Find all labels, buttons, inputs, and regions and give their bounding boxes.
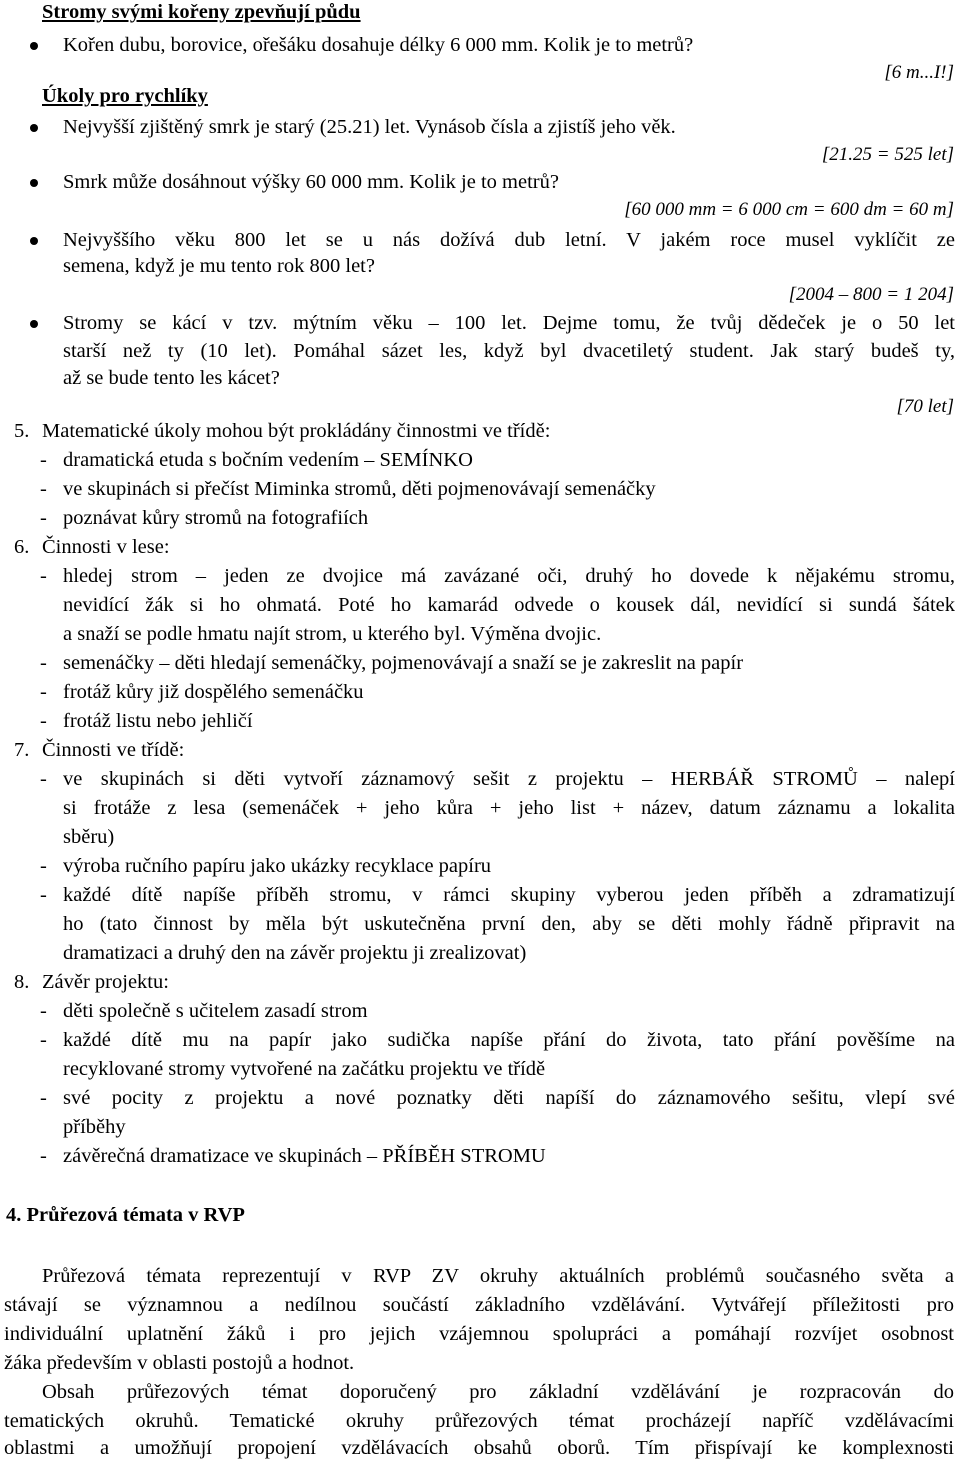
list-item: závěrečná dramatizace ve skupinách – PŘÍBĚH STROMU (63, 1145, 546, 1167)
task-answer: [70 let] (896, 396, 954, 417)
dash-marker: - (40, 855, 47, 877)
list-item: Činnosti v lese: (42, 536, 170, 558)
task-answer: [2004 – 800 = 1 204] (788, 284, 954, 305)
list-item: frotáž kůry již dospělého semenáčku (63, 681, 364, 703)
task-text: Stromy se kácí v tzv. mýtním věku – 100 let. Dejme tomu, že tvůj dědeček je o 50 let (63, 312, 955, 334)
dash-marker: - (40, 652, 47, 674)
list-number: 6. (14, 536, 30, 558)
list-item: Závěr projektu: (42, 971, 169, 993)
task-text: až se bude tento les kácet? (63, 367, 280, 389)
bullet-icon (30, 237, 38, 245)
list-item: hledej strom – jeden ze dvojice má zavázané oči, druhý ho dovede k nějakému stromu, (63, 565, 955, 587)
list-item: děti společně s učitelem zasadí strom (63, 1000, 368, 1022)
dash-marker: - (40, 710, 47, 732)
task-text: starší než ty (10 let). Pomáhal sázet les, když byl dvacetiletý student. Jak starý budeš ty, (63, 340, 955, 362)
list-item: a snaží se podle hmatu najít strom, u kterého byl. Výměna dvojic. (63, 623, 602, 645)
list-item: výroba ručního papíru jako ukázky recyklace papíru (63, 855, 492, 877)
list-item: Matematické úkoly mohou být prokládány činnostmi ve třídě: (42, 420, 551, 442)
paragraph-line: tematických okruhů. Tematické okruhy průřezových témat procházejí napříč vzdělávacími (4, 1410, 954, 1432)
task-text: semena, když je mu tento rok 800 let? (63, 255, 375, 277)
list-item: recyklované stromy vytvořené na začátku projektu ve třídě (63, 1058, 546, 1080)
bullet-icon (30, 42, 38, 50)
bullet-icon (30, 179, 38, 187)
paragraph-line: individuální uplatnění žáků i pro jejich vzájemnou spolupráci a pomáhají rozvíjet osobnost (4, 1323, 954, 1345)
dash-marker: - (40, 1029, 47, 1051)
paragraph-line: žáka především v oblasti postojů a hodnot. (4, 1352, 355, 1374)
list-item: semenáčky – děti hledají semenáčky, pojmenovávají a snaží se je zakreslit na papír (63, 652, 744, 674)
list-number: 5. (14, 420, 30, 442)
list-item: sběru) (63, 826, 115, 848)
list-item: ve skupinách si přečíst Miminka stromů, děti pojmenovávají semenáčky (63, 478, 656, 500)
task-text: Nejvyššího věku 800 let se u nás dožívá dub letní. V jakém roce musel vyklíčit ze (63, 229, 955, 251)
list-item: každé dítě napíše příběh stromu, v rámci skupiny vyberou jeden příběh a zdramatizují (63, 884, 955, 906)
dash-marker: - (40, 1145, 47, 1167)
dash-marker: - (40, 1087, 47, 1109)
dash-marker: - (40, 681, 47, 703)
paragraph-line: Obsah průřezových témat doporučený pro základní vzdělávání je rozpracován do (42, 1381, 954, 1403)
dash-marker: - (40, 507, 47, 529)
bullet-icon (30, 320, 38, 328)
paragraph-line: Průřezová témata reprezentují v RVP ZV okruhy aktuálních problémů současného světa a (42, 1265, 954, 1287)
task-answer: [60 000 mm = 6 000 cm = 600 dm = 60 m] (624, 199, 954, 220)
dash-marker: - (40, 449, 47, 471)
bullet-icon (30, 124, 38, 132)
task-text: Smrk může dosáhnout výšky 60 000 mm. Kolik je to metrů? (63, 171, 559, 193)
dash-marker: - (40, 768, 47, 790)
section-heading-quick-tasks: Úkoly pro rychlíky (42, 85, 208, 107)
list-item: ve skupinách si děti vytvoří záznamový sešit z projektu – HERBÁŘ STROMŮ – nalepí (63, 768, 955, 790)
dash-marker: - (40, 884, 47, 906)
section-heading-trees: Stromy svými kořeny zpevňují půdu (42, 1, 361, 23)
paragraph-line: stávají se významnou a nedílnou součástí základního vzdělávání. Vytvářejí příležitosti pro (4, 1294, 954, 1316)
dash-marker: - (40, 478, 47, 500)
list-item: každé dítě mu na papír jako sudička napíše přání do života, tato přání pověšíme na (63, 1029, 955, 1051)
task-text: Nejvyšší zjištěný smrk je starý (25.21) let. Vynásob čísla a zjistíš jeho věk. (63, 116, 676, 138)
list-item: dramatická etuda s bočním vedením – SEMÍNKO (63, 449, 473, 471)
list-item: dramatizaci a druhý den na závěr projektu ji zrealizovat) (63, 942, 527, 964)
list-item: Činnosti ve třídě: (42, 739, 185, 761)
section-title: 4. Průřezová témata v RVP (6, 1204, 245, 1226)
list-number: 7. (14, 739, 30, 761)
task-answer: [6 m...I!] (884, 62, 954, 83)
list-item: si frotáže z lesa (semenáček + jeho kůra + jeho list + název, datum záznamu a lokalita (63, 797, 955, 819)
list-item: ho (tato činnost by měla být uskutečněna první den, aby se děti mohly řádně připravit na (63, 913, 955, 935)
dash-marker: - (40, 565, 47, 587)
list-item: své pocity z projektu a nové poznatky děti napíší do záznamového sešitu, vlepí své (63, 1087, 955, 1109)
list-item: příběhy (63, 1116, 126, 1138)
task-answer: [21.25 = 525 let] (821, 144, 954, 165)
task-text: Kořen dubu, borovice, ořešáku dosahuje délky 6 000 mm. Kolik je to metrů? (63, 34, 694, 56)
paragraph-line: oblastmi a umožňují propojení vzdělávacích obsahů oborů. Tím přispívají ke komplexnosti (4, 1437, 954, 1459)
list-item: frotáž listu nebo jehličí (63, 710, 253, 732)
list-number: 8. (14, 971, 30, 993)
list-item: poznávat kůry stromů na fotografiích (63, 507, 369, 529)
dash-marker: - (40, 1000, 47, 1022)
list-item: nevidící žák si ho ohmatá. Poté ho kamarád odvede o kousek dál, nevidící si sundá šátek (63, 594, 955, 616)
